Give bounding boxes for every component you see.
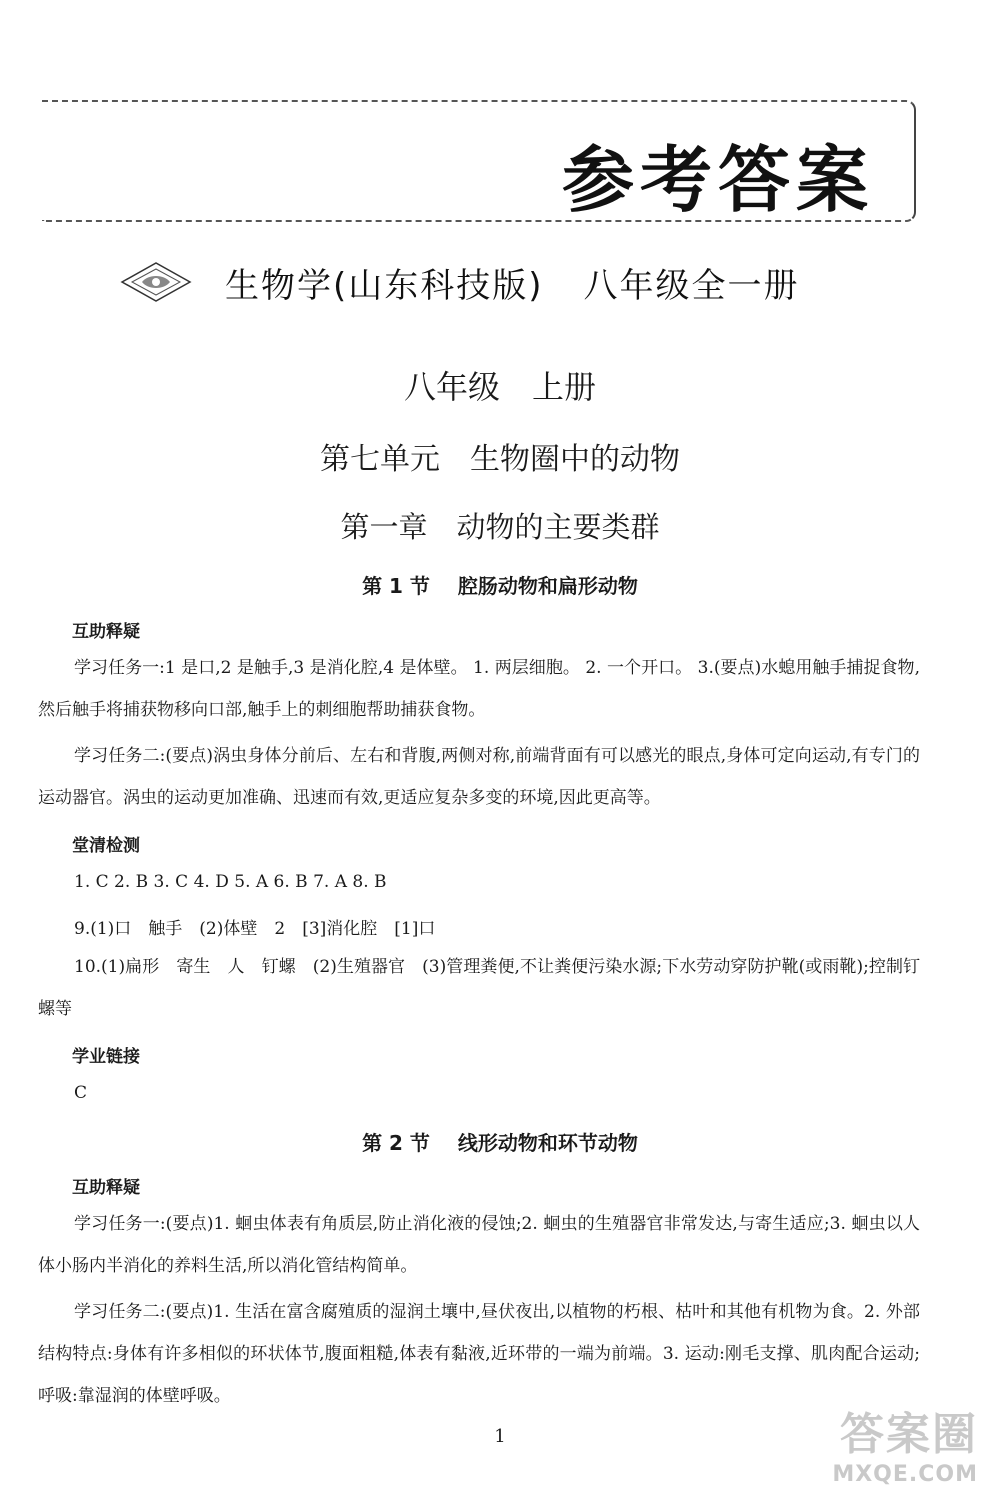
task-2-paragraph: 学习任务二:(要点)涡虫身体分前后、左右和背腹,两侧对称,前端背面有可以感光的眼点,身体可定向运动,有专门的运动器官。涡虫的运动更加准确、迅速而有效,更适应复杂多变的环境,因此更高等。 — [38, 746, 920, 808]
book-title-grade: 八年级全一册 — [583, 266, 800, 306]
section-heading-1 — [0, 570, 1000, 599]
subheading-huzhu-1: 互助释疑 — [72, 622, 140, 642]
book-title — [225, 258, 800, 307]
section-heading-2 — [0, 1127, 1000, 1156]
task-1-paragraph: 学习任务一:1 是口,2 是触手,3 是消化腔,4 是体壁。 1. 两层细胞。 2. 一个开口。 3.(要点)水螅用触手捕捉食物,然后触手将捕获物移向口部,触手上的刺细胞帮助捕获食物。 — [38, 658, 920, 720]
answer-line-3: 10.(1)扁形 寄生 人 钉螺 (2)生殖器官 (3)管理粪便,不让粪便污染水源;下水劳动穿防护靴(或雨靴);控制钉螺等 — [38, 957, 920, 1019]
ornament-icon — [120, 260, 192, 304]
section-number: 第 2 节 — [362, 1131, 430, 1155]
watermark-url: MXQE.COM — [832, 1462, 978, 1487]
answer-line-1: 1. C 2. B 3. C 4. D 5. A 6. B 7. A 8. B — [74, 872, 387, 892]
grade-heading: 八年级 上册 — [403, 368, 596, 406]
watermark-logo-text: 答案圈 — [840, 1409, 978, 1460]
section-title: 腔肠动物和扁形动物 — [457, 574, 638, 598]
section-title: 线形动物和环节动物 — [457, 1131, 638, 1155]
title-banner — [42, 100, 916, 222]
task-2-paragraph: 学习任务二:(要点)1. 生活在富含腐殖质的湿润土壤中,昼伏夜出,以植物的朽根、枯叶和其他有机物为食。2. 外部结构特点:身体有许多相似的环状体节,腹面粗糙,体表有黏液,近环带的一端为前端。3. 运动:刚毛支撑、肌肉配合运动;呼吸:靠湿润的体壁呼吸。 — [38, 1302, 920, 1406]
section-number: 第 1 节 — [362, 574, 430, 598]
book-title-main: 生物学(山东科技版) — [225, 266, 544, 306]
task-1-paragraph: 学习任务一:(要点)1. 蛔虫体表有角质层,防止消化液的侵蚀;2. 蛔虫的生殖器官非常发达,与寄生适应;3. 蛔虫以人体小肠内半消化的养料生活,所以消化管结构简单。 — [38, 1214, 920, 1276]
watermark-logo — [832, 1398, 978, 1487]
subheading-tangqing: 堂清检测 — [72, 836, 140, 856]
answer-line-2: 9.(1)口 触手 (2)体壁 2 [3]消化腔 [1]口 — [74, 919, 436, 939]
page-number: 1 — [494, 1426, 506, 1447]
xueye-answer: C — [74, 1083, 88, 1103]
subheading-xueye: 学业链接 — [72, 1047, 140, 1067]
chapter-heading: 第一章 动物的主要类群 — [340, 510, 660, 544]
banner-title: 参考答案 — [561, 138, 874, 222]
unit-heading: 第七单元 生物圈中的动物 — [320, 442, 680, 477]
subheading-huzhu-2: 互助释疑 — [72, 1178, 140, 1198]
